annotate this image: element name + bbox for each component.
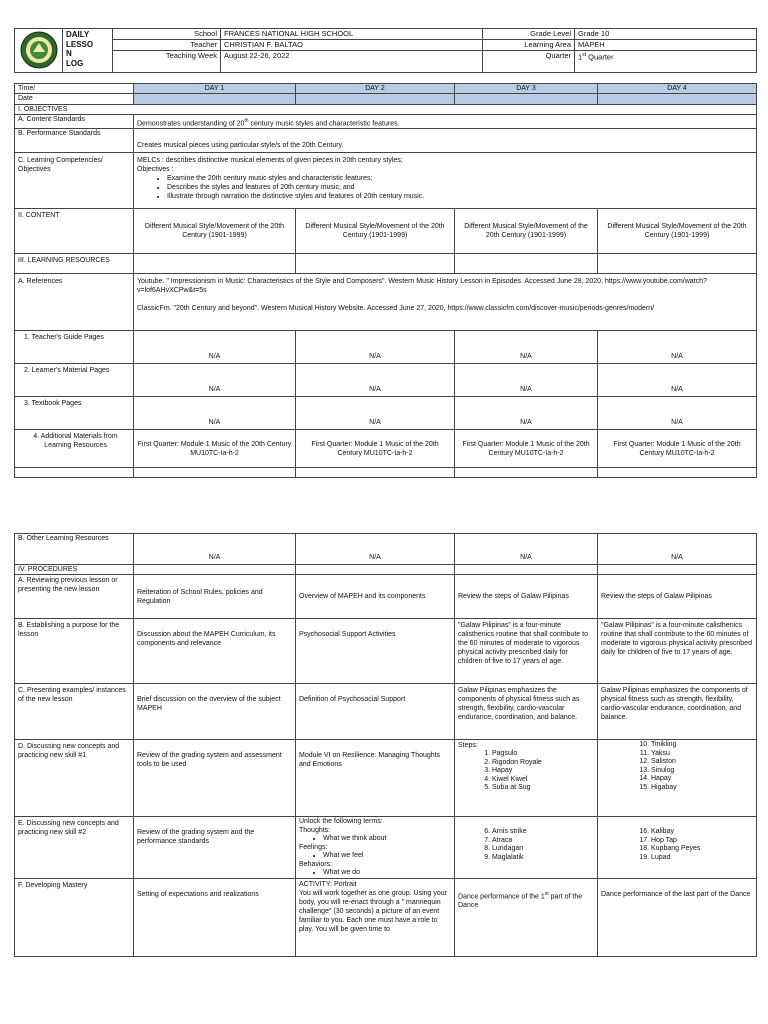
proc-d-day-3: Steps: 1. Pagsulo 2. Rigodon Royale 3. Hapay 4. Kiwel Kiwel 5. Suba at Sug — [455, 740, 598, 817]
dll-table-page-1 — [14, 83, 757, 478]
school-logo-cell — [15, 29, 63, 73]
teacher-label: Teacher — [113, 40, 221, 51]
tg-day-2: N/A — [296, 331, 455, 364]
grade-label: Grade Level — [483, 29, 575, 40]
proc-c-day-4: Galaw Pilipinas emphasizes the components of physical fitness such as strength, flexibility, cardio-vascular endurance, coordination, and balance. — [598, 684, 757, 740]
objective-item: • Describes the styles and features of 20th century music; and — [167, 183, 753, 192]
step-item: 3. Hapay — [492, 767, 594, 776]
school-label: School — [113, 29, 221, 40]
week-value: August 22-26, 2022 — [221, 51, 483, 73]
proc-b-day-4: "Galaw Pilipinas" is a four-minute calisthenics routine that shall contribute to the 60 minutes of moderate to vigorous physical activity prescribed daily for children of five to 17 years of age. — [598, 619, 757, 684]
grade-value: Grade 10 — [575, 29, 757, 40]
proc-b-label: B. Establishing a purpose for the lesson — [15, 619, 134, 684]
performance-standards-value: Creates musical pieces using particular style/s of the 20th Century. — [134, 129, 757, 153]
content-day-3: Different Musical Style/Movement of the 20th Century (1901-1999) — [455, 209, 598, 254]
school-logo-icon — [20, 31, 58, 69]
proc-a-day-3: Review the steps of Galaw Pilipinas — [455, 575, 598, 619]
proc-e-day-1: Review of the grading system and the performance standards — [134, 817, 296, 879]
step-item: 13. Sinulog — [651, 767, 753, 776]
time-label: Time/ — [15, 84, 134, 94]
procedures-heading: IV. PROCEDURES — [15, 565, 134, 575]
other-resources-label: B. Other Learning Resources — [15, 534, 134, 565]
lm-day-4: N/A — [598, 364, 757, 397]
proc-d-day-4 — [598, 740, 757, 817]
textbook-day-2: N/A — [296, 397, 455, 430]
date-label: Date — [15, 94, 134, 105]
proc-d-day-2: Module VI on Resilience: Managing Thoughts and Emotions — [296, 740, 455, 817]
day-4-header: DAY 4 — [598, 84, 757, 94]
step-item: 12. Saliston — [651, 758, 753, 767]
proc-e-label: E. Discussing new concepts and practicing new skill #2 — [15, 817, 134, 879]
other-day-1: N/A — [134, 534, 296, 565]
textbook-day-3: N/A — [455, 397, 598, 430]
textbook-day-1: N/A — [134, 397, 296, 430]
tg-day-1: N/A — [134, 331, 296, 364]
content-day-2: Different Musical Style/Movement of the 20th Century (1901-1999) — [296, 209, 455, 254]
proc-a-day-4: Review the steps of Galaw Pilipinas — [598, 575, 757, 619]
step-item: 14. Hapay — [651, 775, 753, 784]
proc-f-day-4: Dance performance of the last part of the Dance — [598, 878, 757, 956]
day-2-header: DAY 2 — [296, 84, 455, 94]
proc-b-day-2: Psychosocial Support Activities — [296, 619, 455, 684]
step-item: 9. Maglalatik — [492, 854, 594, 863]
proc-d-label: D. Discussing new concepts and practicing new skill #1 — [15, 740, 134, 817]
additional-label: 4. Additional Materials from Learning Resources — [15, 430, 134, 468]
proc-f-day-1: Setting of expectations and realizations — [134, 878, 296, 956]
step-item: 16. Kalibay — [651, 828, 753, 837]
header-table — [14, 28, 757, 73]
references-value — [134, 274, 757, 331]
proc-b-day-3: "Galaw Pilipinas" is a four-minute calisthenics routine that shall contribute to the 60 minutes of moderate to vigorous physical activity prescribed daily for children of five to 17 years of age. — [455, 619, 598, 684]
resources-label: III. LEARNING RESOURCES — [15, 254, 134, 274]
step-item: 2. Rigodon Royale — [492, 759, 594, 768]
step-item: 1. Pagsulo — [492, 750, 594, 759]
proc-c-day-1: Brief discussion on the overview of the subject MAPEH — [134, 684, 296, 740]
lm-day-3: N/A — [455, 364, 598, 397]
additional-day-2: First Quarter: Module 1 Music of the 20th Century MU10TC-Ia-h-2 — [296, 430, 455, 468]
date-day-1 — [134, 94, 296, 105]
dll-table-page-2 — [14, 533, 757, 957]
content-day-4: Different Musical Style/Movement of the 20th Century (1901-1999) — [598, 209, 757, 254]
lm-pages-label: 2. Learner's Material Pages — [15, 364, 134, 397]
step-item: 11. Yaksu — [651, 750, 753, 759]
tg-day-3: N/A — [455, 331, 598, 364]
step-item: 4. Kiwel Kiwel — [492, 776, 594, 785]
proc-a-day-2: Overview of MAPEH and its components — [296, 575, 455, 619]
additional-day-4: First Quarter: Module 1 Music of the 20th Century MU10TC-Ia-h-2 — [598, 430, 757, 468]
proc-d-day-1: Review of the grading system and assessment tools to be used — [134, 740, 296, 817]
tg-day-4: N/A — [598, 331, 757, 364]
other-day-2: N/A — [296, 534, 455, 565]
proc-c-label: C. Presenting examples/ instances of the new lesson — [15, 684, 134, 740]
textbook-label: 3. Textbook Pages — [15, 397, 134, 430]
objectives-heading: I. OBJECTIVES — [15, 105, 757, 115]
step-item: 7. Atraca — [492, 837, 594, 846]
proc-b-day-1: Discussion about the MAPEH Curriculum, its components and relevance — [134, 619, 296, 684]
lm-day-1: N/A — [134, 364, 296, 397]
objective-item: • Examine the 20th century music styles and characteristic features; — [167, 174, 753, 183]
additional-day-1: First Quarter: Module 1 Music of the 20th Century MU10TC-Ia-h-2 — [134, 430, 296, 468]
references-label: A. References — [15, 274, 134, 331]
date-day-3 — [455, 94, 598, 105]
other-day-4: N/A — [598, 534, 757, 565]
objective-item: • Illustrate through narration the distinctive styles and features of 20th century music. — [167, 192, 753, 201]
competencies-value: MELCs : describes distinctive musical elements of given pieces in 20th century styles; Objectives : • Examine the 20th century music styles and characteristic features; • Describes the styles and features of 20th century music; and • Illustrate through narration the distinctive styles and features of 20th century music. — [134, 153, 757, 209]
proc-a-label: A. Reviewing previous lesson or presenting the new lesson — [15, 575, 134, 619]
quarter-value: 1st Quarter — [575, 51, 757, 73]
step-item: 5. Suba at Sug — [492, 784, 594, 793]
proc-e-day-4 — [598, 817, 757, 879]
step-item: 6. Arnis strike — [492, 828, 594, 837]
step-item: 19. Lupad — [651, 854, 753, 863]
quarter-label: Quarter — [483, 51, 575, 73]
proc-f-day-3: Dance performance of the 1st part of the Dance — [455, 878, 598, 956]
competencies-label: C. Learning Competencies/ Objectives — [15, 153, 134, 209]
teacher-value: CHRISTIAN F. BALTAO — [221, 40, 483, 51]
week-label: Teaching Week — [113, 51, 221, 73]
proc-e-day-2: Unlock the following terms: Thoughts: • What we think about Feelings: • What we feel Behaviors: • What we do — [296, 817, 455, 879]
area-value: MAPEH — [575, 40, 757, 51]
performance-standards-label: B. Performance Standards — [15, 129, 134, 153]
proc-a-day-1: Reiteration of School Rules, policies and Regulation — [134, 575, 296, 619]
textbook-day-4: N/A — [598, 397, 757, 430]
step-item: 10. Tinikling — [651, 741, 753, 750]
proc-f-label: F. Developing Mastery — [15, 878, 134, 956]
day-1-header: DAY 1 — [134, 84, 296, 94]
tg-pages-label: 1. Teacher's Guide Pages — [15, 331, 134, 364]
area-label: Learning Area — [483, 40, 575, 51]
content-standards-value: Demonstrates understanding of 20th century music styles and characteristic features. — [134, 115, 757, 129]
additional-day-3: First Quarter: Module 1 Music of the 20th Century MU10TC-Ia-h-2 — [455, 430, 598, 468]
step-item: 15. Higabay — [651, 784, 753, 793]
proc-f-day-2: ACTIVITY: Portrait You will work together as one group. Using your body, you will re-enact through a " mannequin challenge" (30 seconds) a picture of an event familiar to you. Each one must have a role to play. You will be given time to — [296, 878, 455, 956]
proc-c-day-3: Galaw Pilipinas emphasizes the components of physical fitness such as strength, flexibility, cardio-vascular endurance, coordination, and balance. — [455, 684, 598, 740]
content-standards-label: A. Content Standards — [15, 115, 134, 129]
proc-c-day-2: Definition of Psychosocial Support — [296, 684, 455, 740]
date-day-4 — [598, 94, 757, 105]
reference-2: ClassicFm. "20th Century and beyond". Western Musical History Website. Accessed June 27, 2020, https://www.classicfm.com/discover-music/periods-genres/modern/ — [137, 305, 655, 313]
dll-title: DAILY LESSO N LOG — [63, 29, 113, 73]
step-item: 18. Kupbang Peyes — [651, 845, 753, 854]
reference-1: Youtube. " Impressionism in Music: Characteristics of the Style and Composers". Western Music History Lesson in Episodes. Accessed June 28, 2020, https://www.youtube.com/watch?v=lof6AHvXCPw&t=5s — [137, 278, 707, 295]
step-item: 8. Lundagan — [492, 845, 594, 854]
other-day-3: N/A — [455, 534, 598, 565]
date-day-2 — [296, 94, 455, 105]
day-3-header: DAY 3 — [455, 84, 598, 94]
step-item: 17. Hop Tap — [651, 837, 753, 846]
lm-day-2: N/A — [296, 364, 455, 397]
proc-e-day-3 — [455, 817, 598, 879]
content-day-1: Different Musical Style/Movement of the 20th Century (1901-1999) — [134, 209, 296, 254]
content-label: II. CONTENT — [15, 209, 134, 254]
school-value: FRANCES NATIONAL HIGH SCHOOL — [221, 29, 483, 40]
